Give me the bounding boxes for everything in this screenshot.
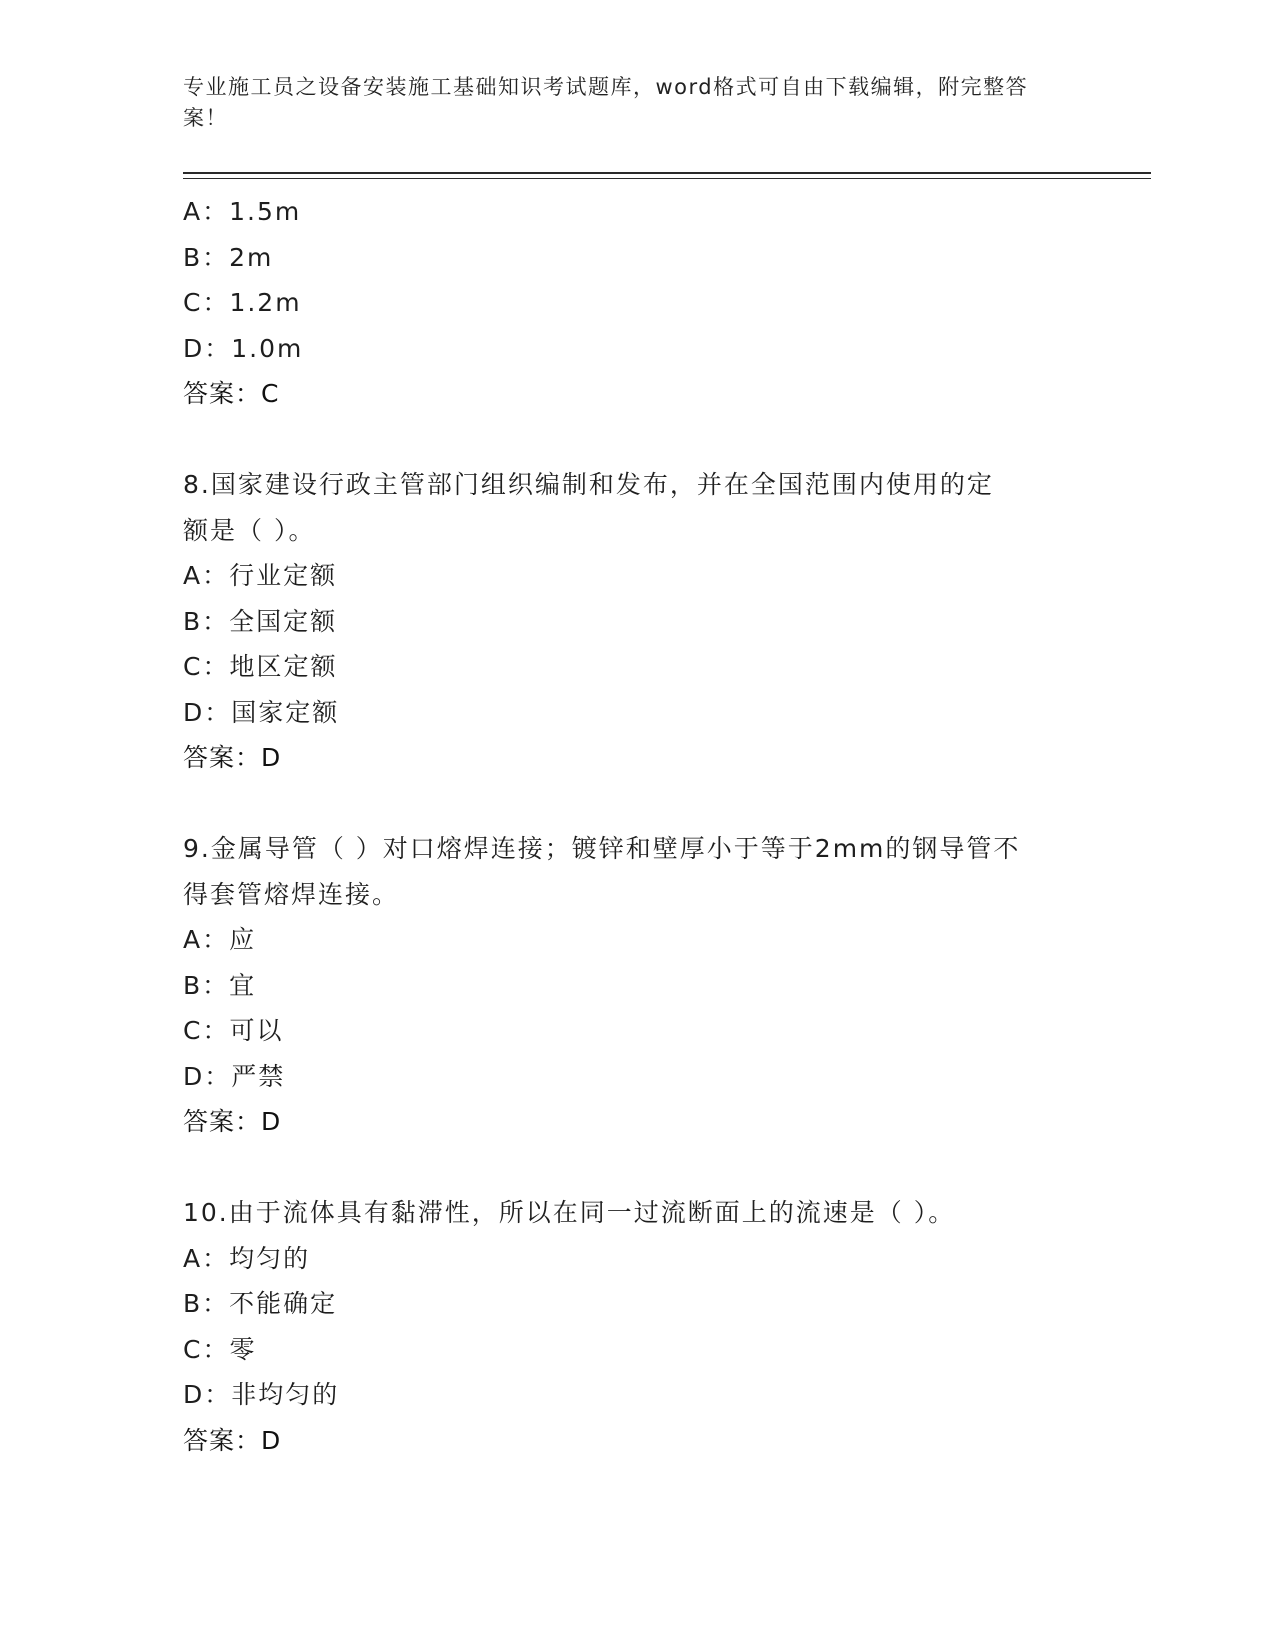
option-c: C：零 [183,1334,257,1364]
option-a: A：行业定额 [183,561,338,590]
header-rule-thin [183,178,1151,179]
answer-line: 答案：D [183,743,282,772]
block-spacer [183,781,1083,827]
question-block-8 [183,462,1083,781]
answer-line: 答案：D [183,1107,282,1136]
option-c: C：可以 [183,1016,284,1045]
option-b: B：全国定额 [183,606,338,636]
answer-line: 答案：D [183,1425,282,1455]
option-b: B：不能确定 [183,1289,338,1318]
option-b: B：2m [183,242,274,272]
question-block-7 [183,189,1083,417]
option-a: A：均匀的 [183,1243,311,1273]
option-a: A：1.5m [183,197,302,226]
option-d: D：1.0m [183,333,304,363]
option-d: D：国家定额 [183,697,340,727]
option-c: C：地区定额 [183,652,338,681]
question-text-line: 得套管熔焊连接。 [183,879,400,909]
option-a: A：应 [183,925,257,954]
answer-line: 答案：C [183,379,280,408]
header-rule-thick [183,172,1151,174]
option-b: B：宜 [183,970,257,1000]
question-text-line: 9.金属导管（ ）对口熔焊连接；镀锌和壁厚小于等于2mm的钢导管不 [183,834,1021,863]
question-text-line: 10.由于流体具有黏滞性，所以在同一过流断面上的流速是（ ）。 [183,1198,956,1227]
option-d: D：非均匀的 [183,1380,340,1409]
question-text-line: 8.国家建设行政主管部门组织编制和发布，并在全国范围内使用的定 [183,470,994,499]
question-list [183,189,1083,1463]
option-c: C：1.2m [183,288,302,317]
option-d: D：严禁 [183,1061,286,1091]
block-spacer [183,1145,1083,1191]
block-spacer [183,417,1083,463]
question-block-9 [183,826,1083,1145]
question-text-line: 额是（ ）。 [183,515,316,545]
question-block-10 [183,1190,1083,1463]
document-header: 专业施工员之设备安装施工基础知识考试题库，word格式可自由下载编辑，附完整答案！ [183,75,1029,130]
